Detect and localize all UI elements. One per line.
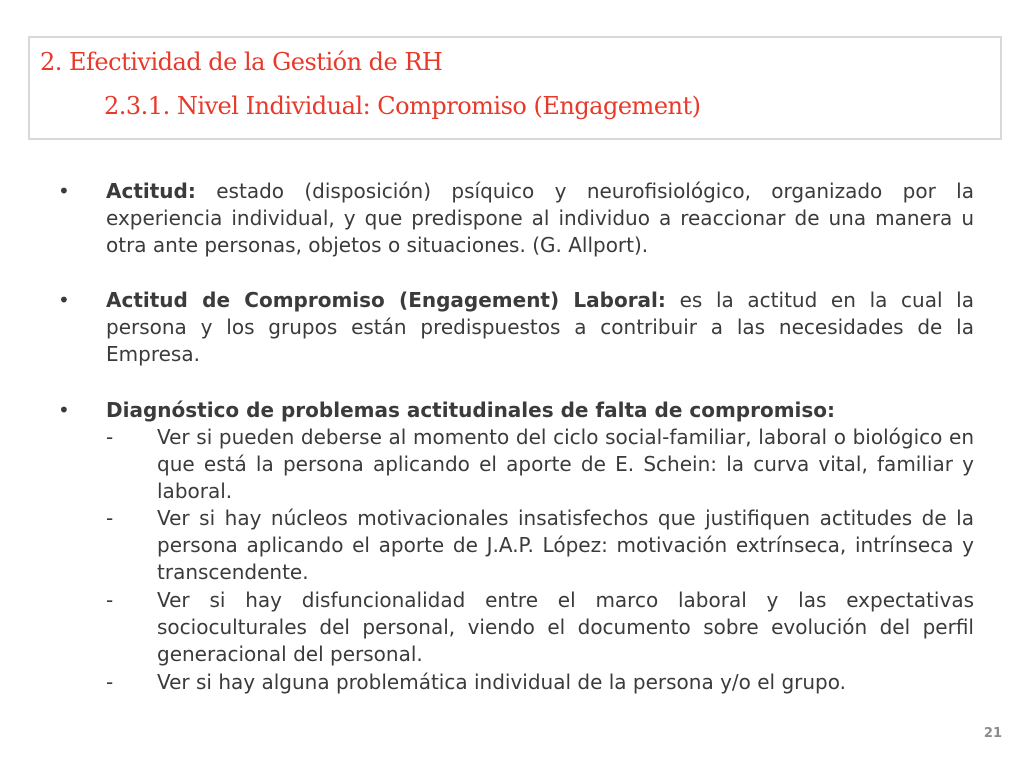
- bullet-term: Actitud:: [106, 179, 196, 203]
- slide-title: 2. Efectividad de la Gestión de RH: [40, 48, 443, 76]
- bullet-item-actitud: [106, 178, 974, 259]
- dash-marker: -: [106, 425, 114, 449]
- bullet-marker: •: [58, 398, 70, 422]
- bullet-marker: •: [58, 288, 70, 312]
- sub-item: Ver si hay disfuncionalidad entre el marco laboral y las expectativas socioculturales del personal, viendo el documento sobre evolución del perfil generacional del personal.: [157, 588, 974, 666]
- bullet-item-compromiso: [106, 287, 974, 368]
- sub-item: Ver si hay alguna problemática individual de la persona y/o el grupo.: [157, 670, 846, 694]
- sub-item: Ver si pueden deberse al momento del ciclo social-familiar, laboral o biológico en que está la persona aplicando el aporte de E. Schein: la curva vital, familiar y laboral.: [157, 425, 974, 503]
- page-number: 21: [983, 726, 1002, 741]
- slide-subtitle: 2.3.1. Nivel Individual: Compromiso (Engagement): [104, 92, 701, 120]
- bullet-term: Actitud de Compromiso (Engagement) Laboral:: [106, 288, 666, 312]
- bullet-text: estado (disposición) psíquico y neurofisiológico, organizado por la experiencia individual, y que predispone al individuo a reaccionar de una manera u otra ante personas, objetos o situaciones. (G. Allport).: [106, 179, 974, 257]
- dash-marker: -: [106, 506, 114, 530]
- sub-item: Ver si hay núcleos motivacionales insatisfechos que justifiquen actitudes de la persona aplicando el aporte de J.A.P. López: motivación extrínseca, intrínseca y transcendente.: [157, 506, 974, 584]
- bullet-item-diagnostico: [106, 397, 974, 424]
- dash-marker: -: [106, 670, 114, 694]
- bullet-term: Diagnóstico de problemas actitudinales de falta de compromiso:: [106, 398, 836, 422]
- bullet-marker: •: [58, 179, 70, 203]
- dash-marker: -: [106, 588, 114, 612]
- bullet-text: es la actitud en la cual la persona y los grupos están predispuestos a contribuir a las necesidades de la Empresa.: [106, 288, 974, 366]
